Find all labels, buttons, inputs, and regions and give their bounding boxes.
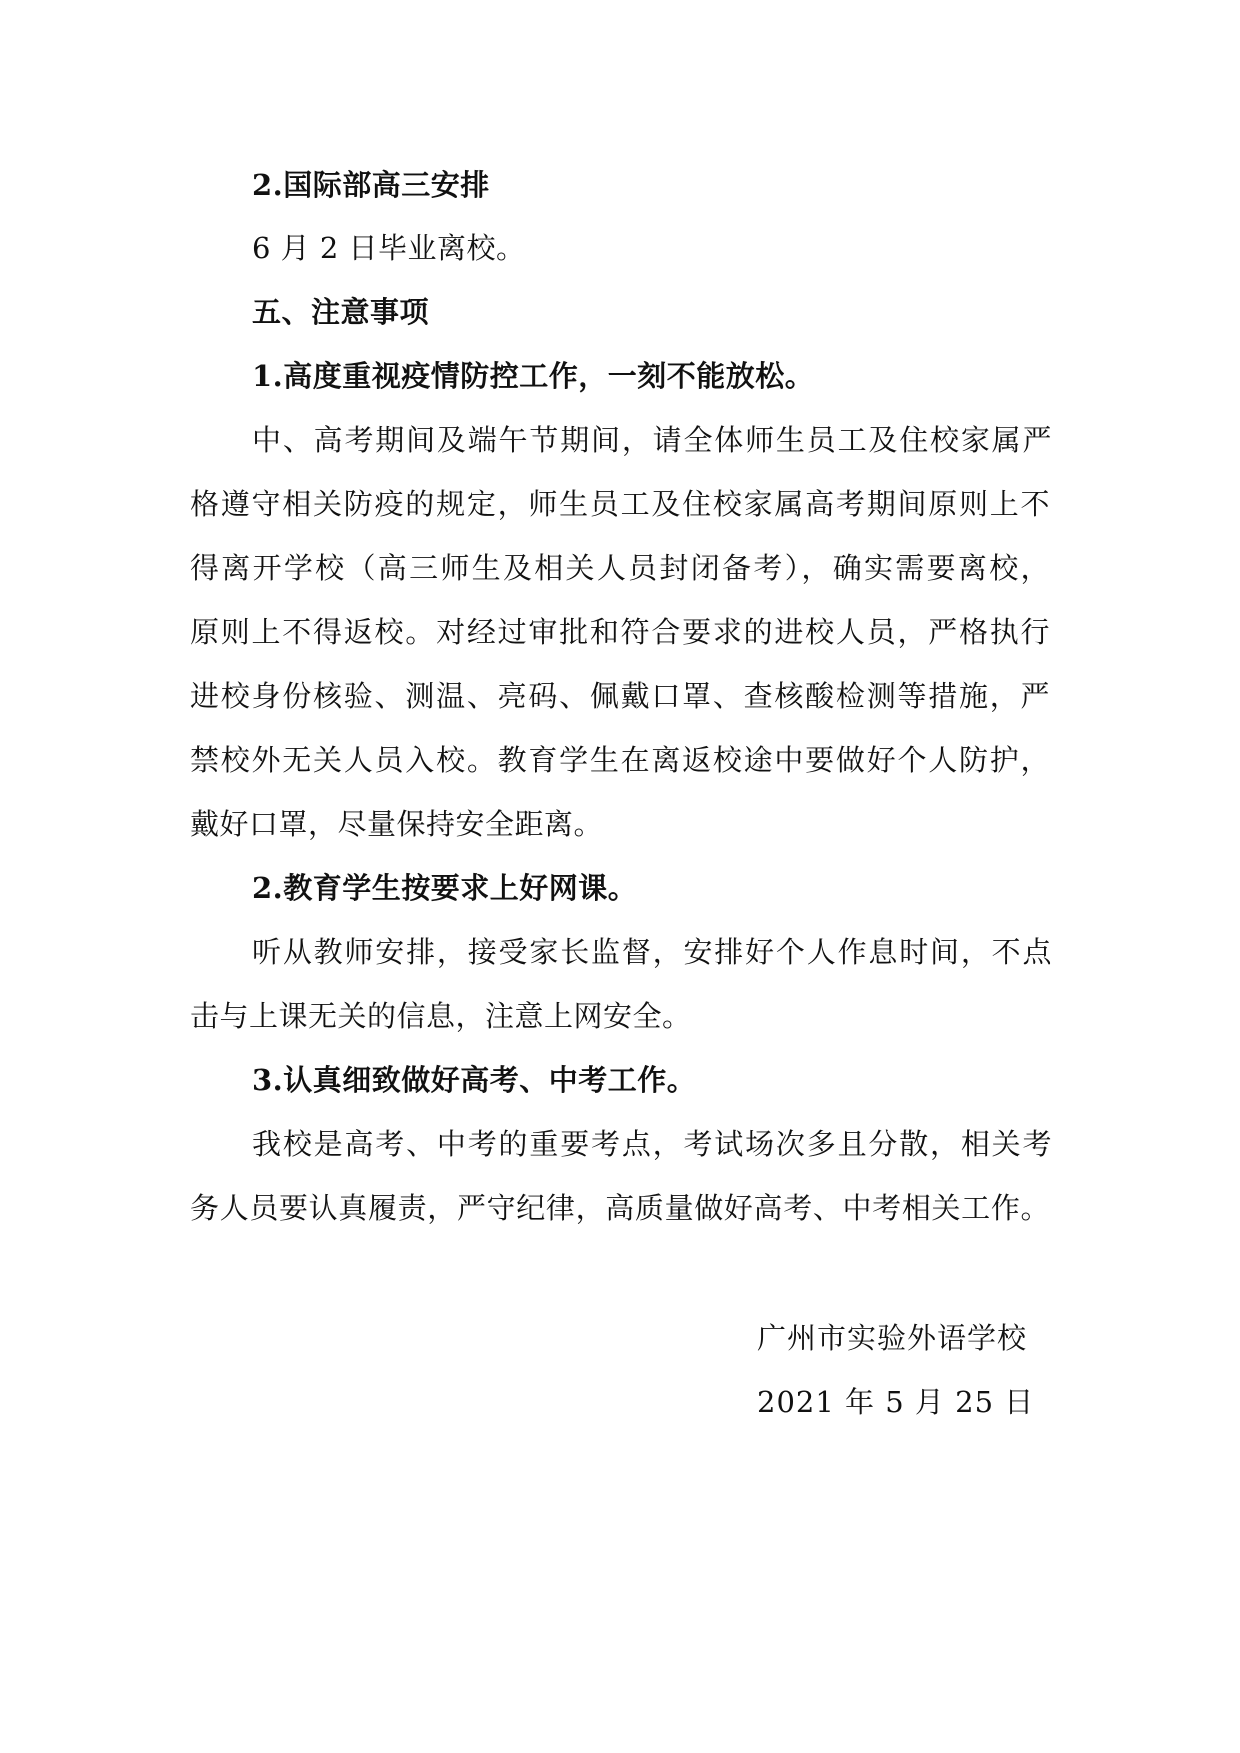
note-1-line: 进校身份核验、测温、亮码、佩戴口罩、查核酸检测等措施，严 xyxy=(190,679,1050,713)
note-1-line: 原则上不得返校。对经过审批和符合要求的进校人员，严格执行 xyxy=(190,615,1050,649)
note-2-line: 击与上课无关的信息，注意上网安全。 xyxy=(190,999,692,1033)
note-1-line: 戴好口罩，尽量保持安全距离。 xyxy=(190,807,604,841)
note-3-title: 3.认真细致做好高考、中考工作。 xyxy=(252,1063,697,1097)
note-2-line: 听从教师安排，接受家长监督，安排好个人作息时间，不点 xyxy=(252,935,1052,969)
note-3-line: 务人员要认真履责，严守纪律，高质量做好高考、中考相关工作。 xyxy=(190,1191,1050,1225)
international-schedule-text: 6 月 2 日毕业离校。 xyxy=(252,231,526,265)
note-1-line: 得离开学校（高三师生及相关人员封闭备考），确实需要离校， xyxy=(190,551,1050,585)
note-1-line: 中、高考期间及端午节期间，请全体师生员工及住校家属严 xyxy=(252,423,1052,457)
signature-school: 广州市实验外语学校 xyxy=(757,1321,1028,1355)
section-heading-international: 2.国际部高三安排 xyxy=(252,168,490,202)
note-1-title: 1.高度重视疫情防控工作，一刻不能放松。 xyxy=(252,359,815,393)
note-1-line: 格遵守相关防疫的规定，师生员工及住校家属高考期间原则上不 xyxy=(190,487,1050,521)
note-1-line: 禁校外无关人员入校。教育学生在离返校途中要做好个人防护， xyxy=(190,743,1050,777)
note-3-line: 我校是高考、中考的重要考点，考试场次多且分散，相关考 xyxy=(252,1127,1052,1161)
notes-heading: 五、注意事项 xyxy=(252,295,430,329)
signature-date: 2021 年 5 月 25 日 xyxy=(757,1385,1035,1419)
note-2-title: 2.教育学生按要求上好网课。 xyxy=(252,871,638,905)
